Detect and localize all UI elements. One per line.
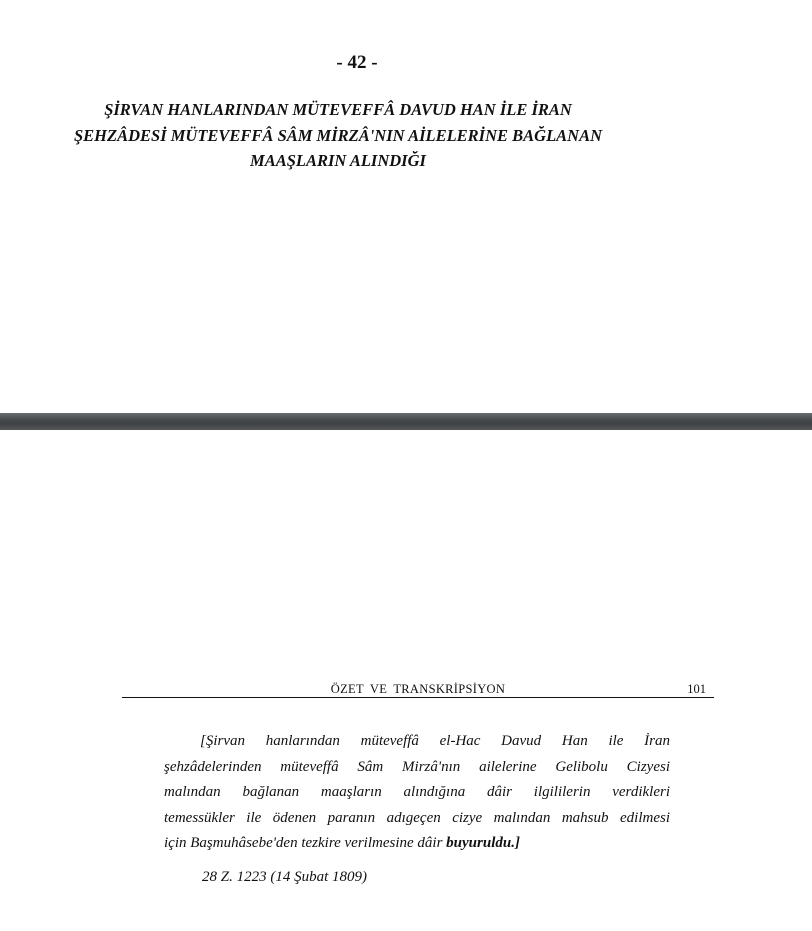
emphasis-buyuruldu: buyuruldu. <box>446 835 515 852</box>
summary-line: malından bağlanan maaşların alındığına dâir ilgililerin verdikleri <box>164 784 670 801</box>
running-header-title: ÖZET VE TRANSKRİPSİYON <box>330 682 506 696</box>
summary-line: temessükler ile ödenen paranın adıgeçen cizye malından mahsub edilmesi <box>164 809 670 826</box>
page-number: - 42 - <box>336 52 378 73</box>
title-line: ŞİRVAN HANLARINDAN MÜTEVEFFÂ DAVUD HAN İLE İRAN <box>104 100 572 119</box>
title-line: MAAŞLARIN ALINDIĞI <box>250 151 426 170</box>
title-line: ŞEHZÂDESİ MÜTEVEFFÂ SÂM MİRZÂ'NIN AİLELERİNE BAĞLANAN <box>74 125 602 145</box>
summary-line-text: için Başmuhâsebe'den tezkire verilmesine dâir <box>164 835 447 852</box>
summary-line: şehzâdelerinden müteveffâ Sâm Mirzâ'nın ailelerine Gelibolu Cizyesi <box>164 758 670 775</box>
page-folio: 101 <box>687 682 706 696</box>
page-divider <box>0 413 812 430</box>
summary-line: [Şirvan hanlarından müteveffâ el-Hac Davud Han ile İran <box>200 733 670 749</box>
summary-paragraph <box>164 729 670 857</box>
document-date: 28 Z. 1223 (14 Şubat 1809) <box>202 869 367 885</box>
document-title <box>0 97 676 174</box>
closing-bracket: ] <box>514 835 520 852</box>
summary-line-last <box>164 831 670 857</box>
running-header <box>122 682 714 698</box>
